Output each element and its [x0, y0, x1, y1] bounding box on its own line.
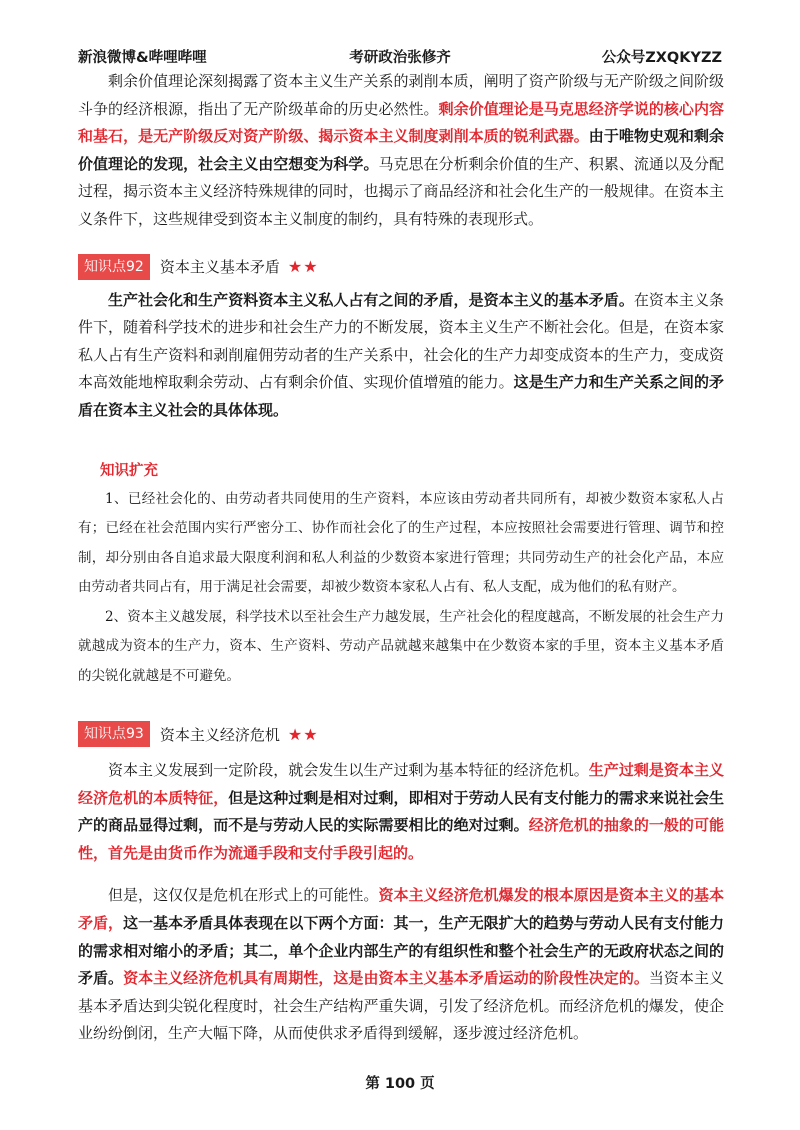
kp93-p2-bold: 这一基本矛盾具体表现在以下两个方面：其一，生产无限扩大的趋势与劳动人民有支付能力的需求相对缩小的矛盾；其二，单个企业内部生产的有组织性和整个社会生产的无政府状态之间的矛盾。	[78, 914, 724, 988]
kp93-stars-icon: ★★	[287, 724, 319, 744]
header-author: 考研政治张修齐	[349, 50, 451, 66]
kp93-p2-red-2: 资本主义经济危机具有周期性，这是由资本主义基本矛盾运动的阶段性决定的。	[123, 969, 649, 988]
kp93-p2-red-1: 资本主义经济危机爆发的根本原因是资本主义的基本矛盾，	[78, 886, 724, 932]
kp93-badge: 知识点93	[78, 721, 150, 747]
page-header	[78, 46, 722, 68]
kp92-badge: 知识点92	[78, 254, 150, 280]
kp93-p1-red-1: 生产过剩是资本主义经济危机的本质特征，	[78, 761, 724, 807]
kp93-p2-s1: 但是，这仅仅是危机在形式上的可能性。	[108, 886, 379, 905]
kp93-p1-red-2: 经济危机的抽象的一般的可能性，首先是由货币作为流通手段和支付手段引起的。	[78, 816, 724, 862]
kp93-p1-bold: 但是这种过剩是相对过剩，即相对于劳动人民有支付能力的需求来说社会生产的商品显得过剩，而不是与劳动人民的实际需要相比的绝对过剩。	[78, 788, 724, 835]
intro-paragraph	[78, 68, 724, 234]
kp93-paragraph-1	[78, 757, 724, 867]
kp92-bold-1: 生产社会化和生产资料资本主义私人占有之间的矛盾，是资本主义的基本矛盾。	[108, 290, 634, 309]
kp92-body: 在资本主义条件下，随着科学技术的进步和社会生产力的不断发展，资本主义生产不断社会化。但是，在资本家私人占有生产资料和剥削雇佣劳动者的生产关系中，社会化的生产力却变成资本的生产力，变成资本高效能地榨取剩余劳动、占有剩余价值、实现价值增殖的能力。	[78, 290, 724, 392]
header-wechat-account: 公众号ZXQKYZZ	[601, 50, 722, 66]
kp92-heading	[78, 252, 724, 282]
kp93-paragraph-2	[78, 882, 724, 1048]
kp93-heading	[78, 719, 724, 749]
extension-item-1: 1、已经社会化的、由劳动者共同使用的生产资料，本应该由劳动者共同所有，却被少数资本家私人占有；已经在社会范围内实行严密分工、协作而社会化了的生产过程，本应按照社会需要进行管理、调节和控制，却分别由各自追求最大限度利润和私人利益的少数资本家进行管理；共同劳动生产的社会化产品，本应由劳动者共同占有，用于满足社会需要，却被少数资本家私人占有、私人支配，成为他们的私有财产。	[78, 490, 724, 596]
kp93-p1-s1: 资本主义发展到一定阶段，就会发生以生产过剩为基本特征的经济危机。	[108, 761, 589, 780]
intro-highlight-red: 剩余价值理论是马克思经济学说的核心内容和基石，是无产阶级反对资产阶级、揭示资本主义制度剥削本质的锐利武器。	[78, 99, 724, 146]
extension-item-2: 2、资本主义越发展，科学技术以至社会生产力越发展，生产社会化的程度越高，不断发展的社会生产力就越成为资本的生产力，资本、生产资料、劳动产品就越来越集中在少数资本家的手里，资本主义基本矛盾的尖锐化就越是不可避免。	[78, 608, 724, 684]
page-number: 第 100 页	[365, 1076, 435, 1092]
page-content	[78, 68, 724, 1048]
kp93-title: 资本主义经济危机	[159, 725, 280, 744]
kp92-title: 资本主义基本矛盾	[159, 258, 280, 277]
kp93-p2-s5: 当资本主义基本矛盾达到尖锐化程度时，社会生产结构严重失调，引发了经济危机。而经济危机的爆发，使企业纷纷倒闭，生产大幅下降，从而使供求矛盾得到缓解，逐步渡过经济危机。	[78, 969, 724, 1043]
intro-highlight-bold: 由于唯物史观和剩余价值理论的发现，社会主义由空想变为科学。	[78, 127, 724, 173]
kp92-paragraph	[78, 287, 724, 425]
intro-sentence-4: 马克思在分析剩余价值的生产、积累、流通以及分配过程，揭示资本主义经济特殊规律的同时，也揭示了商品经济和社会化生产的一般规律。在资本主义条件下，这些规律受到资本主义制度的制约，具有特殊的表现形式。	[78, 154, 724, 228]
header-weibo-bilibili: 新浪微博&哔哩哔哩	[78, 50, 207, 66]
kp92-bold-2: 这是生产力和生产关系之间的矛盾在资本主义社会的具体体现。	[78, 373, 724, 419]
intro-sentence-1: 剩余价值理论深刻揭露了资本主义生产关系的剥削本质，阐明了资产阶级与无产阶级之间阶级斗争的经济根源，指出了无产阶级革命的历史必然性。	[78, 72, 724, 118]
extension-title: 知识扩充	[100, 462, 158, 479]
kp92-stars-icon: ★★	[287, 257, 319, 277]
